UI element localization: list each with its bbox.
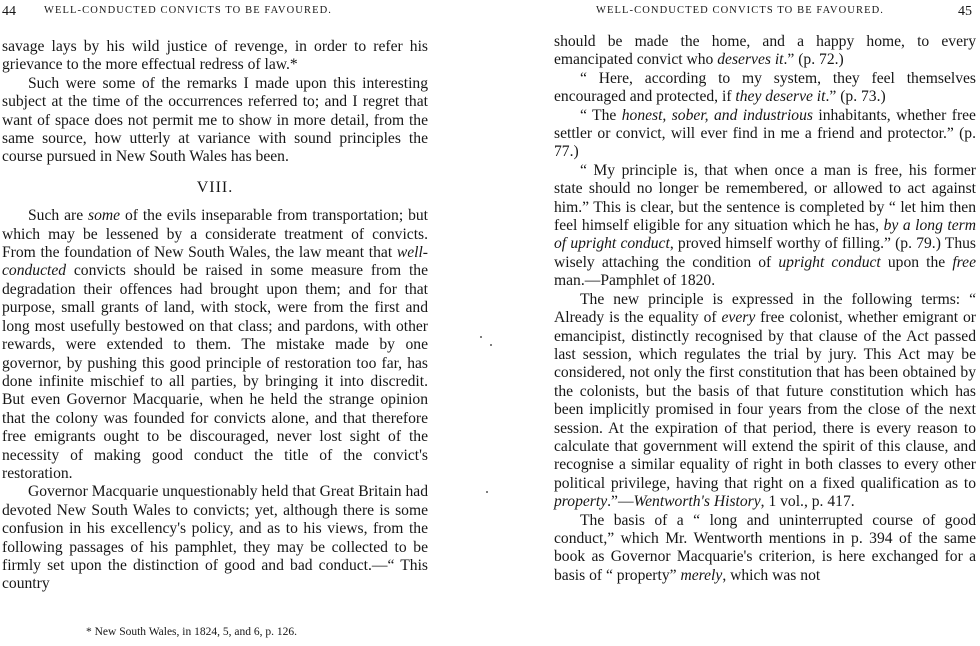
left-page-number: 44 [2, 4, 16, 19]
gutter-speck [490, 344, 492, 346]
gutter-speck [486, 491, 488, 493]
book-gutter [428, 0, 548, 646]
paragraph-r1: should be made the home, and a happy home, to every emancipated convict who deserves it.” (p. 72.) [554, 33, 976, 69]
right-page [548, 0, 976, 646]
left-running-head [0, 4, 428, 22]
paragraph-r3: “ The honest, sober, and industrious inhabitants, whether free settler or convict, will ever find in me a friend and protector.” (p. 77.) [554, 106, 976, 161]
paragraph-2: Such were some of the remarks I made upon this interesting subject at the time of the occurrences referred to; and I regret that want of space does not permit me to show in more detail, from the same source, how utterly at variance with sound principles the course pursued in New South Wales has been. [2, 74, 428, 166]
right-body-text [554, 33, 976, 585]
left-page [0, 0, 428, 646]
paragraph-r2: “ Here, according to my system, they feel themselves encouraged and protected, if they deserve it.” (p. 73.) [554, 69, 976, 106]
paragraph-1: savage lays by his wild justice of revenge, in order to refer his grievance to the more effectual redress of law.* [2, 38, 428, 74]
gutter-speck [480, 336, 482, 338]
paragraph-r4: “ My principle is, that when once a man is free, his former state should no longer be remembered, or allowed to act against him.” This is clear, but the sentence is completed by “ let him then feel himself eligible for any situation which he has, by a long term of upright conduct, proved himself worthy of filling.” (p. 79.) Thus wisely attaching the condition of upright conduct upon the free man.—Pamphlet of 1820. [554, 161, 977, 290]
paragraph-r6: The basis of a “ long and uninterrupted course of good conduct,” which Mr. Wentworth mentions in p. 394 of the same book as Governor Macquarie's criterion, is here exchanged for a basis of “ property” merely, which was not [554, 511, 976, 584]
right-running-head [548, 4, 976, 22]
left-body-text [2, 38, 428, 594]
right-page-number: 45 [958, 4, 972, 19]
paragraph-3: Such are some of the evils inseparable from transportation; but which may be lessened by a considerate treatment of convicts. From the foundation of New South Wales, the law meant that well-conducted convicts should be raised in some measure from the degradation their offences had brought upon them; and for that purpose, small grants of land, with stock, were from the first and long most usefully bestowed on that class; and pardons, with other rewards, were extended to them. The mistake made by one governor, by pushing this good principle of restoration too far, has done infinite mischief to all parties, by bringing it into discredit. But even Governor Macquarie, when he held the strange opinion that the colony was founded for convicts alone, and that therefore free emigrants ought to be discouraged, never lost sight of the necessity of making good conduct the title of the convict's restoration. [2, 207, 428, 482]
section-heading: VIII. [196, 178, 234, 196]
paragraph-4: Governor Macquarie unquestionably held that Great Britain had devoted New South Wales to convicts; yet, although there is some confusion in his excellency's policy, and as to his views, from the following passages of his pamphlet, they may be collected to be firmly set upon the distinction of good and bad conduct.—“ This country [2, 483, 428, 593]
left-running-title: WELL-CONDUCTED CONVICTS TO BE FAVOURED. [44, 5, 332, 16]
right-running-title: WELL-CONDUCTED CONVICTS TO BE FAVOURED. [596, 5, 884, 16]
paragraph-r5: The new principle is expressed in the following terms: “ Already is the equality of every free colonist, whether emigrant or emancipist, distinctly recognised by that clause of the Act passed last session, which regulates the trial by jury. This Act may be considered, not only the first constitution that has been obtained by the colonists, but the basis of that future constitution which has been implicitly promised in four years from the close of the next session. At the expiration of that period, there is every reason to calculate that government will extend the spirit of this clause, and recognise a similar equality of right in both classes to every other political privilege, having that right on a fixed qualification as to property.”—Wentworth's History, 1 vol., p. 417. [554, 290, 976, 511]
footnote: * New South Wales, in 1824, 5, and 6, p. 126. [86, 626, 297, 638]
